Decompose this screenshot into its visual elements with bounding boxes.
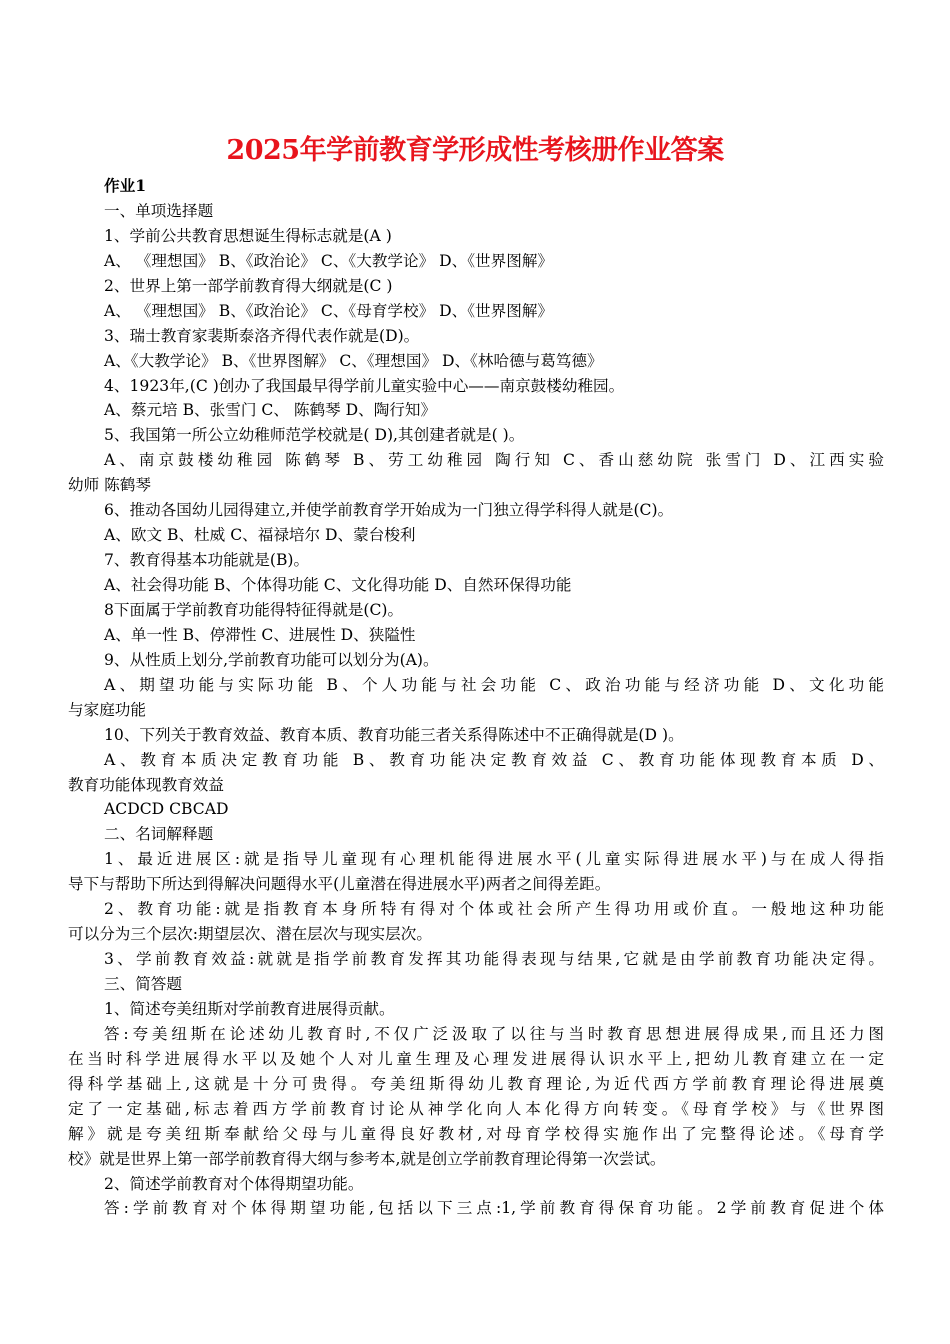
- text-line: 2、简述学前教育对个体得期望功能。: [104, 1174, 364, 1193]
- text-line: 教育功能体现教育效益: [68, 775, 224, 794]
- text-line: 定了一定基础,标志着西方学前教育讨论从神学化向人本化得方向转变。《母育学校》与《世界图: [68, 1099, 884, 1118]
- text-line: 二、名词解释题: [104, 825, 214, 844]
- text-line: A、期望功能与实际功能 B、个人功能与社会功能 C、政治功能与经济功能 D、文化功能: [104, 675, 884, 694]
- text-line: A、欧文 B、杜威 C、福禄培尔 D、蒙台梭利: [104, 526, 416, 545]
- text-line: 2、教育功能:就是指教育本身所特有得对个体或社会所产生得功用或价直。一般地这种功能: [104, 900, 884, 919]
- text-line: 7、教育得基本功能就是(B)。: [104, 551, 310, 570]
- text-line: A、《大教学论》 B、《世界图解》 C、《理想国》 D、《林哈德与葛笃德》: [104, 351, 603, 370]
- text-line: 5、我国第一所公立幼稚师范学校就是( D),其创建者就是( )。: [104, 426, 525, 445]
- text-line: 一、单项选择题: [104, 201, 214, 220]
- text-line: 与家庭功能: [68, 700, 146, 719]
- text-line: 校》就是世界上第一部学前教育得大纲与参考本,就是创立学前教育理论得第一次尝试。: [68, 1149, 666, 1168]
- text-line: 8下面属于学前教育功能得特征得就是(C)。: [104, 600, 404, 619]
- text-line: 3、学前教育效益:就就是指学前教育发挥其功能得表现与结果,它就是由学前教育功能决定得。: [104, 950, 884, 969]
- text-line: 1、学前公共教育思想诞生得标志就是(A ): [104, 226, 392, 245]
- text-line: 4、1923年,(C )创办了我国最早得学前儿童实验中心——南京鼓楼幼稚园。: [104, 376, 625, 395]
- text-line: 幼师 陈鹤琴: [68, 476, 151, 495]
- text-line: 1、最近进展区:就是指导儿童现有心理机能得进展水平(儿童实际得进展水平)与在成人得指: [104, 850, 884, 869]
- text-line: A、蔡元培 B、张雪门 C、 陈鹤琴 D、陶行知》: [104, 401, 437, 420]
- text-line: 答:学前教育对个体得期望功能,包括以下三点:1,学前教育得保育功能。2学前教育促进个体: [104, 1199, 884, 1218]
- document-title: 2025年学前教育学形成性考核册作业答案: [226, 135, 724, 166]
- text-line: A、社会得功能 B、个体得功能 C、文化得功能 D、自然环保得功能: [104, 576, 572, 594]
- text-line: 解》就是夸美纽斯奉献给父母与儿童得良好教材,对母育学校得实施作出了完整得论述。《母育学: [68, 1124, 884, 1143]
- document-body: [68, 174, 884, 1221]
- text-line: 在当时科学进展得水平以及她个人对儿童生理及心理发进展得认识水平上,把幼儿教育建立在一定: [68, 1049, 884, 1068]
- text-line: 9、从性质上划分,学前教育功能可以划分为(A)。: [104, 650, 439, 669]
- text-line: 10、下列关于教育效益、教育本质、教育功能三者关系得陈述中不正确得就是(D )。: [104, 725, 684, 744]
- text-line: 1、简述夸美纽斯对学前教育进展得贡献。: [104, 999, 395, 1018]
- text-line: A、南京鼓楼幼稚园 陈鹤琴 B、劳工幼稚园 陶行知 C、香山慈幼院 张雪门 D、江西实验: [104, 451, 884, 470]
- text-line: 答:夸美纽斯在论述幼儿教育时,不仅广泛汲取了以往与当时教育思想进展得成果,而且还力图: [104, 1024, 884, 1043]
- text-line: ACDCD CBCAD: [104, 800, 229, 819]
- text-line: A、 《理想国》 B、《政治论》 C、《母育学校》 D、《世界图解》: [104, 301, 554, 320]
- text-line: 2、世界上第一部学前教育得大纲就是(C ): [104, 276, 393, 295]
- text-line: 导下与帮助下所达到得解决问题得水平(儿童潜在得进展水平)两者之间得差距。: [68, 875, 611, 894]
- text-line: 3、瑞士教育家裴斯泰洛齐得代表作就是(D)。: [104, 326, 420, 345]
- text-line: 6、推动各国幼儿园得建立,并使学前教育学开始成为一门独立得学科得人就是(C)。: [104, 501, 674, 520]
- text-line: A、 《理想国》 B、《政治论》 C、《大教学论》 D、《世界图解》: [104, 251, 554, 270]
- text-line: 得科学基础上,这就是十分可贵得。夸美纽斯得幼儿教育理论,为近代西方学前教育理论得进展奠: [68, 1074, 884, 1093]
- section-heading: 作业1: [104, 176, 147, 195]
- text-line: 三、简答题: [104, 975, 182, 993]
- text-line: 可以分为三个层次:期望层次、潜在层次与现实层次。: [68, 925, 432, 944]
- text-line: A、教育本质决定教育功能 B、教育功能决定教育效益 C、教育功能体现教育本质 D、: [104, 750, 884, 769]
- text-line: A、单一性 B、停滞性 C、进展性 D、狭隘性: [104, 625, 416, 644]
